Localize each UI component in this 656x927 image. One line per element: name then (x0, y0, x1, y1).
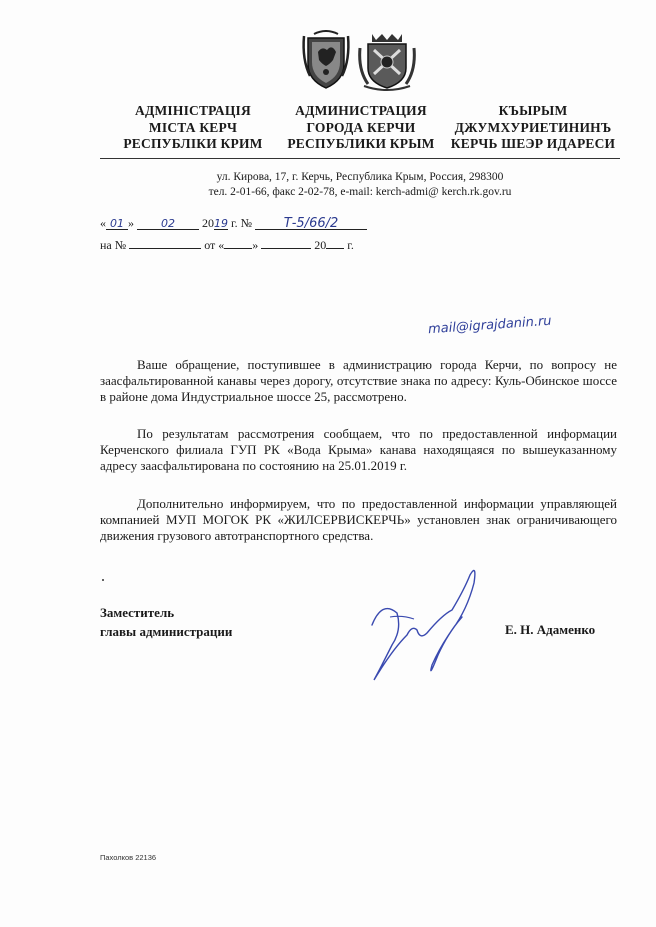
date-open-quote: « (100, 216, 106, 230)
reply-prefix: на № (100, 238, 127, 252)
stray-mark (102, 579, 104, 581)
header-ukrainian (118, 103, 268, 153)
outgoing-number-field (255, 216, 367, 230)
number-sign: № (240, 216, 253, 230)
date-month-field (137, 216, 199, 230)
reply-year-field (326, 235, 344, 249)
signatory-title-line-1: Заместитель (100, 605, 175, 620)
header-ukrainian-line-1: АДМІНІСТРАЦІЯ (135, 103, 251, 118)
outgoing-number-value: Т-5/66/2 (283, 216, 339, 231)
handwritten-email: mail@igrajdanin.ru (427, 313, 553, 338)
date-close-quote: » (128, 216, 134, 230)
body-paragraph-1-text: Ваше обращение, поступившее в администрацию города Керчи, по вопросу не заасфальтированной канавы через дорогу, отсутствие знака по адресу: Куль-Обинское шоссе в районе дома Индустриальное шоссе 25, рассмотрено. (100, 357, 617, 404)
outgoing-registration (100, 216, 367, 231)
reply-number-field (129, 235, 201, 249)
postal-address: ул. Кирова, 17, г. Керчь, Республика Крым, Россия, 298300 (216, 171, 504, 183)
body-paragraph-1 (100, 357, 617, 405)
reply-close-quote: » (252, 238, 259, 252)
signatory-title (100, 603, 232, 641)
header-crimean-tatar-line-2: ДЖУМХУРИЕТИНИНЪ (454, 119, 612, 135)
handwritten-signature (352, 555, 502, 705)
kerch-coat-of-arms-icon (358, 30, 416, 92)
date-day-field (106, 216, 128, 230)
signatory-title-line-2: главы администрации (100, 624, 233, 639)
header-crimean-tatar (448, 103, 618, 153)
header-russian-line-3: РЕСПУБЛИКИ КРЫМ (287, 136, 435, 151)
header-ukrainian-line-3: РЕСПУБЛІКИ КРИМ (123, 136, 263, 151)
date-year-word: г. (231, 216, 238, 230)
header-divider (100, 158, 620, 159)
reply-month-field (261, 235, 311, 249)
date-year-field (214, 216, 228, 230)
header-crimean-tatar-line-3: КЕРЧЬ ШЕЭР ИДАРЕСИ (450, 136, 616, 151)
header-crimean-tatar-line-1: КЪЫРЫМ (498, 103, 568, 118)
crimea-coat-of-arms-icon (300, 30, 352, 92)
reply-year: 20 (314, 238, 327, 252)
reply-year-word: г. (347, 238, 354, 252)
body-paragraph-2-text: По результатам рассмотрения сообщаем, что по предоставленной информации Керченского филиала ГУП РК «Вода Крыма» канава находящаяся по вышеуказанному адресу заасфальтирована по состоянию на 25.01.2019 г. (100, 426, 617, 473)
reply-from: от « (204, 238, 225, 252)
header-ukrainian-line-2: МІСТА КЕРЧ (148, 119, 238, 135)
date-month-value: 02 (161, 217, 175, 230)
executor-note: Пахолков 22136 (100, 853, 157, 862)
reply-day-field (224, 235, 252, 249)
header-russian-line-1: АДМИНИСТРАЦИЯ (295, 103, 427, 118)
header-russian (282, 103, 440, 153)
date-year-prefix: 20 (202, 216, 214, 230)
date-year-value: 19 (214, 217, 228, 230)
header-russian-line-2: ГОРОДА КЕРЧИ (306, 119, 416, 135)
body-paragraph-3 (100, 496, 617, 544)
incoming-reference (100, 235, 354, 253)
signatory-name: Е. Н. Адаменко (505, 622, 596, 637)
contact-details: тел. 2-01-66, факс 2-02-78, e-mail: kerch-admi@ kerch.rk.gov.ru (208, 186, 512, 198)
body-paragraph-2 (100, 426, 617, 474)
body-paragraph-3-text: Дополнительно информируем, что по предоставленной информации управляющей компанией МУП МОГОК РК «ЖИЛСЕРВИСКЕРЧЬ» установлен знак ограничивающего движения грузового автотранспортного средства. (100, 496, 617, 543)
date-day-value: 01 (110, 217, 124, 230)
